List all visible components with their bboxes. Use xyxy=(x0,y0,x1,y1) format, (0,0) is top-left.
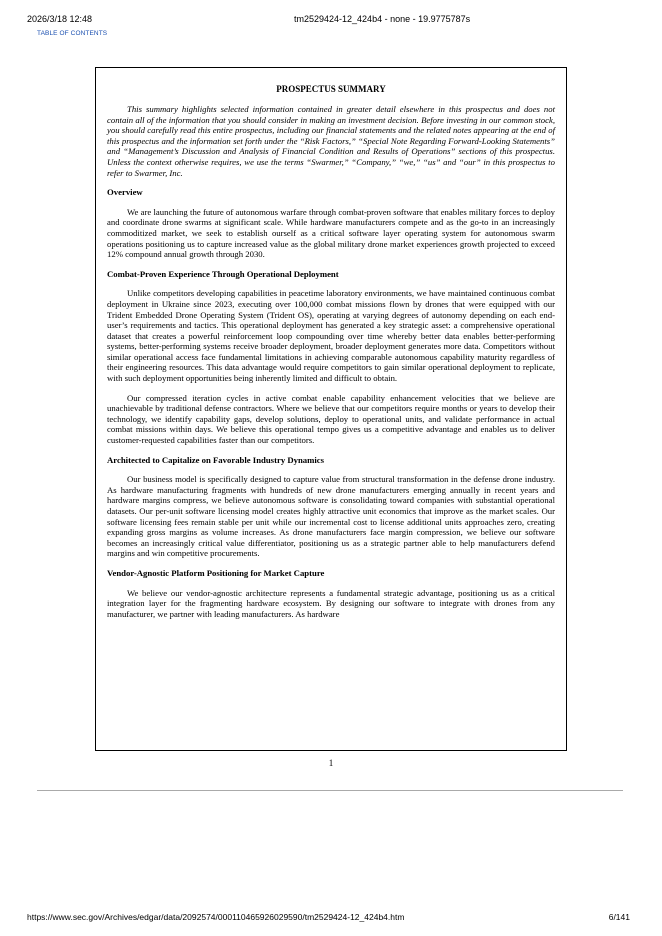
section-paragraph: We believe our vendor-agnostic architecture represents a fundamental strategic advantage, positioning us as a critical integration layer for the fragmenting hardware ecosystem. By designing our software to integrate with drones from any manufacturer, we partner with leading manufacturers. As hardware xyxy=(107,587,555,619)
print-page-count: 6/141 xyxy=(608,912,630,922)
summary-intro: This summary highlights selected information contained in greater detail elsewhere in this prospectus and does not contain all of the information that you should consider in making an investment decision. Before investing in our common stock, you should carefully read this entire prospectus, including our financial statements and the related notes appearing at the end of this prospectus and the information set forth under the “Risk Factors,” “Special Note Regarding Forward-Looking Statements” and “Management’s Discussion and Analysis of Financial Condition and Results of Operations” sections of this prospectus. Unless the context otherwise requires, we use the terms “Swarmer,” “Company,” “we,” “us” and “our” in this prospectus to refer to Swarmer, Inc. xyxy=(107,104,555,178)
page-number: 1 xyxy=(328,758,334,768)
section-heading-vendor-agnostic: Vendor-Agnostic Platform Positioning for Market Capture xyxy=(107,567,325,578)
print-url: https://www.sec.gov/Archives/edgar/data/2092574/000110465926029590/tm2529424-12_424b4.htm xyxy=(27,912,405,922)
section-paragraph: We are launching the future of autonomous warfare through combat-proven software that enables military forces to deploy and coordinate drone swarms at significant scale. While hardware manufacturers compete and as the go-to in an increasingly commoditized market, we seek to establish ourself as a critical software layer operating system for autonomous swarm operations positioning us to capture increased value as the global military drone market experiences growth projected to exceed 12% compound annual growth through 2030. xyxy=(107,206,555,260)
print-document-title: tm2529424-12_424b4 - none - 19.9775787s xyxy=(294,14,471,24)
section-heading-combat-proven: Combat-Proven Experience Through Operational Deployment xyxy=(107,268,339,279)
summary-title: PROSPECTUS SUMMARY xyxy=(276,84,386,94)
section-paragraph: Our compressed iteration cycles in active combat enable capability enhancement velocities that we believe are unachievable by traditional defense contractors. Where we believe that our competitors require months or years to develop their technology, we identify capability gaps, develop solutions, deploy to operational units, and validate performance in actual combat missions within days. We believe this operational tempo gives us a competitive advantage and enables us to deliver customer-requested capabilities faster than our competitors. xyxy=(107,392,555,446)
section-heading-overview: Overview xyxy=(107,187,143,198)
page-divider xyxy=(37,790,623,791)
section-paragraph: Unlike competitors developing capabilities in peacetime laboratory environments, we have maintained continuous combat deployment in Ukraine since 2023, executing over 100,000 combat missions flown by drones that were equipped with our Trident Embedded Drone Operating System (Trident OS), operating at varying degrees of autonomy depending on each end-user’s requirements and tactics. This operational deployment has generated a key strategic asset: a comprehensive operational dataset that creates a powerful reinforcement loop compounding over time whereby better data enables better-performing systems, better-performing systems receive broader deployment, broader deployment generates more data. Competitors without similar operational access face fundamental limitations in achieving comparable autonomous capability maturity regardless of their engineering resources. This data advantage would require competitors to gain similar operational deployment to replicate, with such deployment opportunities being inherently limited and difficult to obtain. xyxy=(107,288,555,384)
table-of-contents-link[interactable]: TABLE OF CONTENTS xyxy=(37,30,108,37)
section-heading-industry-dynamics: Architected to Capitalize on Favorable Industry Dynamics xyxy=(107,454,325,465)
prospectus-summary-box xyxy=(95,67,567,751)
print-date: 2026/3/18 12:48 xyxy=(27,14,93,24)
section-paragraph: Our business model is specifically designed to capture value from structural transformation in the defense drone industry. As hardware manufacturing fragments with hundreds of new drone manufacturers emerging annually in recent years and hardware margins compress, we believe autonomous software is consolidating toward companies with substantial operational datasets. Our per-unit software licensing model creates highly attractive unit economics that improve as the market scales. Our software licensing fees remain stable per unit while our incremental cost to license additional units approaches zero, creating expanding gross margins as volume increases. As drone manufacturers face margin compression, we believe our software becomes an increasingly critical value differentiator, positioning us as a strategic partner able to help manufacturers defend margins and win competitive procurements. xyxy=(107,474,555,559)
